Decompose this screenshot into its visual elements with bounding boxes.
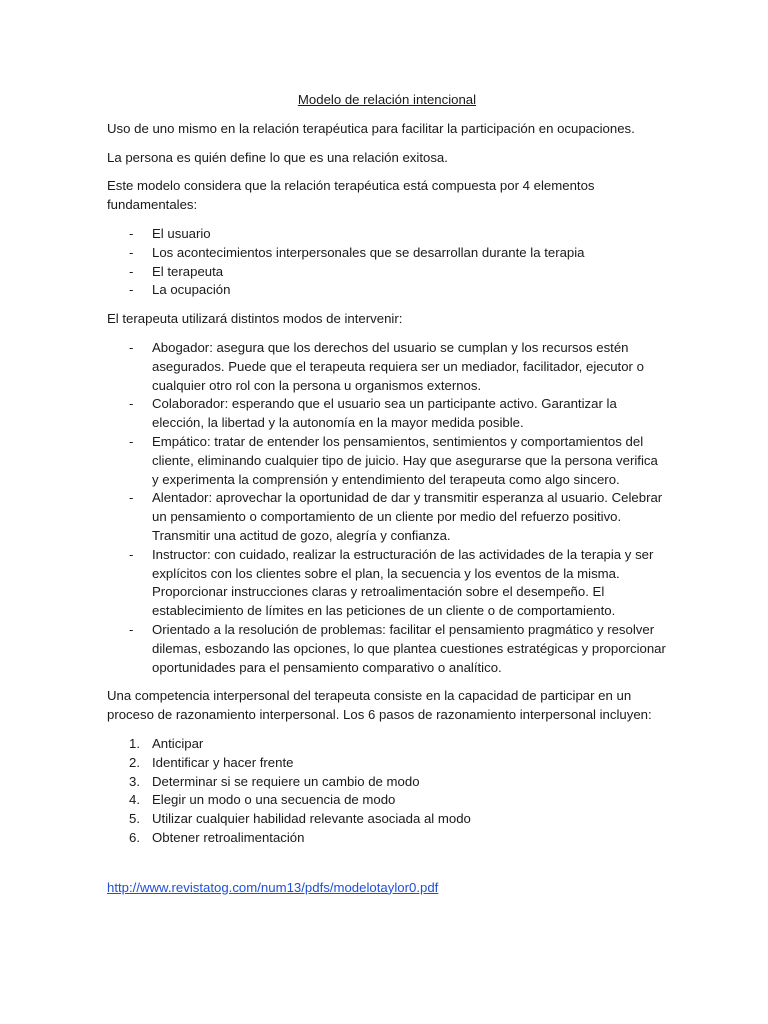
list-item-text: Elegir un modo o una secuencia de modo (152, 792, 396, 808)
elements-list (107, 225, 667, 300)
list-number: 1. (129, 735, 140, 751)
list-item (107, 735, 667, 754)
list-bullet: - (129, 282, 134, 298)
list-item-text: El terapeuta (152, 263, 224, 279)
list-item-text: Obtener retroalimentación (152, 829, 305, 845)
list-bullet: - (129, 263, 134, 279)
modes-list (107, 339, 667, 677)
list-item (107, 754, 667, 773)
list-item (107, 244, 667, 263)
list-item (107, 489, 667, 545)
list-item (107, 433, 667, 489)
list-item-text: El usuario (152, 225, 211, 241)
list-item-text: Los acontecimientos interpersonales que se desarrollan durante la terapia (152, 244, 585, 260)
list-item (107, 791, 667, 810)
list-item (107, 621, 667, 677)
list-number: 6. (129, 829, 140, 845)
list-bullet: - (129, 339, 134, 355)
document-page (107, 88, 667, 897)
list-item-text: Determinar si se requiere un cambio de modo (152, 773, 420, 789)
list-item-text: Colaborador: esperando que el usuario sea un participante activo. Garantizar la elección, la libertad y la autonomía en la mayor medida posible. (152, 396, 617, 431)
list-bullet: - (129, 244, 134, 260)
list-number: 3. (129, 773, 140, 789)
list-bullet: - (129, 621, 134, 637)
list-item-text: La ocupación (152, 282, 231, 298)
list-bullet: - (129, 225, 134, 241)
list-item (107, 829, 667, 848)
list-item-text: Identificar y hacer frente (152, 754, 294, 770)
steps-list (107, 735, 667, 848)
paragraph-person: La persona es quién define lo que es una relación exitosa. (107, 149, 448, 165)
list-item (107, 395, 667, 433)
list-item-text: Instructor: con cuidado, realizar la estructuración de las actividades de la terapia y ser explícitos con los clientes sobre el plan, la secuencia y los eventos de la misma. Proporcionar instrucciones claras y retroalimentación sobre el desempeño. El establecimiento de límites en las peticiones de un cliente o de comportamiento. (152, 546, 654, 619)
list-bullet: - (129, 433, 134, 449)
list-item-text: Abogador: asegura que los derechos del usuario se cumplan y los recursos estén asegurados. Puede que el terapeuta requiera ser un mediador, facilitador, ejecutor o cualquier otro rol con la persona u organismos externos. (152, 339, 644, 393)
list-bullet: - (129, 490, 134, 506)
list-number: 4. (129, 792, 140, 808)
list-item (107, 546, 667, 621)
list-item-text: Alentador: aprovechar la oportunidad de dar y transmitir esperanza al usuario. Celebrar un pensamiento o comportamiento de un cliente por medio del refuerzo positivo. Transmitir una actitud de gozo, alegría y confianza. (152, 490, 663, 543)
list-item-text: Utilizar cualquier habilidad relevante asociada al modo (152, 811, 471, 827)
list-item (107, 810, 667, 829)
paragraph-modes-intro: El terapeuta utilizará distintos modos de intervenir: (107, 311, 403, 327)
list-number: 2. (129, 754, 140, 770)
list-item-text: Empático: tratar de entender los pensamientos, sentimientos y comportamientos del cliente, eliminando cualquier tipo de juicio. Hay que asegurarse que la persona verifica y experimenta la comprensión y entendimiento del terapeuta como algo sincero. (152, 433, 658, 487)
list-bullet: - (129, 396, 134, 412)
list-item-text: Orientado a la resolución de problemas: facilitar el pensamiento pragmático y resolver dilemas, esbozando las opciones, lo que plantea cuestiones estratégicas y proporcionar oportunidades para el pensamiento comparativo o analítico. (152, 621, 666, 675)
list-item (107, 263, 667, 282)
paragraph-elements-intro: Este modelo considera que la relación terapéutica está compuesta por 4 elementos fundamentales: (107, 178, 595, 213)
list-item (107, 773, 667, 792)
paragraph-competence: Una competencia interpersonal del terapeuta consiste en la capacidad de participar en un proceso de razonamiento interpersonal. Los 6 pasos de razonamiento interpersonal incluyen: (107, 688, 652, 723)
list-item (107, 281, 667, 300)
list-item (107, 339, 667, 395)
source-link[interactable]: http://www.revistatog.com/num13/pdfs/modelotaylor0.pdf (107, 879, 439, 895)
document-title: Modelo de relación intencional (297, 92, 477, 107)
source-link-line (107, 879, 667, 898)
list-number: 5. (129, 811, 140, 827)
list-bullet: - (129, 546, 134, 562)
list-item-text: Anticipar (152, 735, 204, 751)
paragraph-definition: Uso de uno mismo en la relación terapéutica para facilitar la participación en ocupaciones. (107, 120, 635, 136)
list-item (107, 225, 667, 244)
